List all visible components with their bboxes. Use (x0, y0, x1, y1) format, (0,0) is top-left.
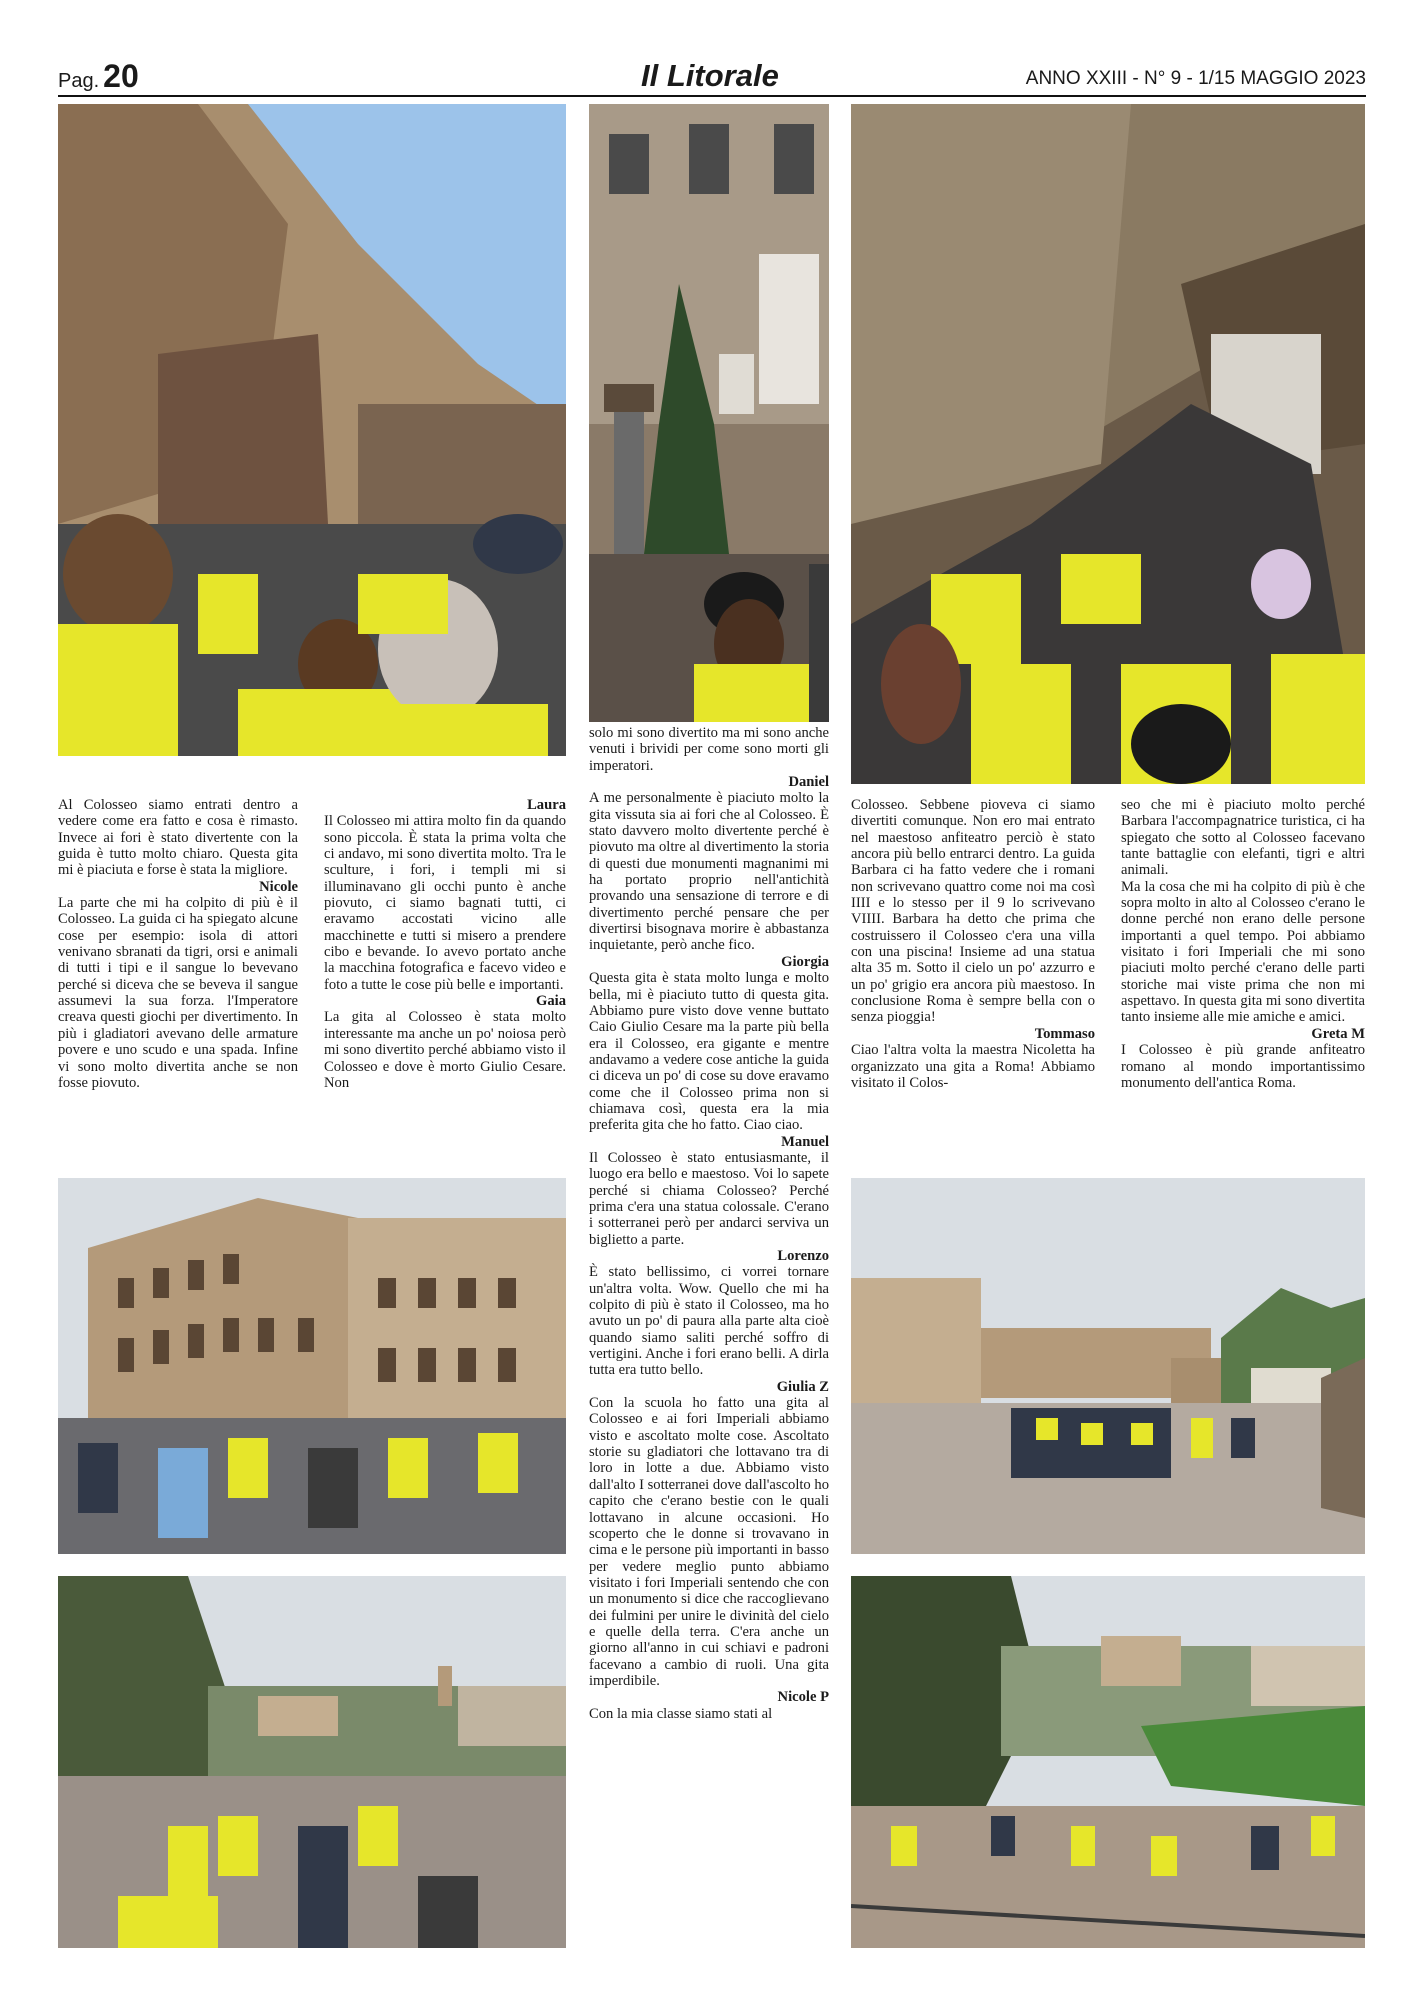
photo-forum-path (58, 1576, 566, 1948)
photo-caption (58, 755, 59, 756)
photo-colosseum-stairs (851, 104, 1365, 784)
author-signature: Tommaso (1034, 1025, 1095, 1042)
article-paragraph: Questa gita è stata molto lunga e molto bella, mi è piaciuto tutto di questa gita. Abbiamo pure visto dove venne buttato Caio Giulio Cesare ma la parte più bella era il Colosseo, era gigante e mentre andavamo a vedere cose antiche la guida ci diceva un po' di cose su dove eravamo come che il Colosseo prima non si chiamava così, questa era la mia preferita gita che ho fatto. Ciao ciao. (589, 970, 829, 1134)
page-label: Pag. (58, 70, 100, 92)
photo-palace-students (589, 104, 829, 722)
author-signature: Laura (527, 797, 566, 813)
page-number-block (58, 58, 139, 95)
article-paragraph: solo mi sono divertito ma mi sono anche venuti i brividi per come sono morti gli imperatori. (589, 725, 829, 774)
page-header (58, 58, 1366, 96)
issue-info: ANNO XXIII - N° 9 - 1/15 MAGGIO 2023 (1025, 68, 1366, 89)
photo-caption (58, 1947, 59, 1948)
page-number: 20 (103, 58, 139, 94)
photo-caption (589, 721, 590, 722)
article-paragraph: È stato bellissimo, ci vorrei tornare un'altra volta. Wow. Quello che mi ha colpito di più è stato il Colosseo, ma ho avuto un po' di paura alla parte alta cioè quando siamo saliti perché soffro di vertigini. Anche i fori erano belli. A dirla tutta era tutto bello. (589, 1264, 829, 1379)
author-signature: Manuel (781, 1133, 829, 1150)
author-signature: Nicole P (777, 1689, 829, 1706)
article-column-4 (851, 797, 1095, 1091)
article-column-5 (1121, 797, 1365, 1091)
photo-caption (851, 1553, 852, 1554)
article-column-1 (58, 797, 298, 1091)
article-paragraph: Al Colosseo siamo entrati dentro a vedere come era fatto e cosa è rimasto. Invece ai fori è stato divertente con la guida è tutto molto chiaro. Questa gita mi è piaciuta e forse è stata la migliore. (58, 797, 298, 879)
author-signature: Greta M (1311, 1025, 1365, 1042)
article-paragraph: Il Colosseo mi attira molto fin da quando sono piccola. È stata la prima volta che ci andavo, mi sono divertita molto. Tra le sculture, i fori, i templi mi si illuminavano gli occhi punto è anche piovuto, ci siamo bagnati tutti, ci eravamo accostati vicino alle macchinette e tutti si misero a prendere cibo e bevande. Io avevo portato anche la macchina fotografica e facevo video e foto a tutte le cose più belle e importanti. (324, 813, 566, 993)
article-paragraph: seo che mi è piaciuto molto perché Barbara l'accompagnatrice turistica, ci ha spiegato che sotto al Colosseo facevano tante battaglie con elefanti, tigri e altri animali. (1121, 797, 1365, 879)
author-signature: Giorgia (781, 953, 829, 970)
article-paragraph: Con la scuola ho fatto una gita al Colosseo e ai fori Imperiali abbiamo visto e ascoltato molte cose. Ascoltato storie su gladiatori che lottavano tra di loro in lotte a due. Abbiamo visto dall'alto I sotterranei dove dall'ascolto ho capito che c'erano bestie con le quali lottavano in alcune occasioni. Ho scoperto che le donne si trovavano in cima e le persone più importanti in basso per vedere meglio punto abbiamo visitato i fori Imperiali sentendo che con un monumento si dice che raccoglievano dei fulmini per unire le divinità del cielo e quelle della terra. C'era anche un giorno all'anno in cui schiavi e padroni facevano a cambio di ruoli. Una gita imperdibile. (589, 1395, 829, 1689)
article-column-2 (324, 797, 566, 1091)
header-rule (58, 95, 1366, 97)
article-paragraph: Colosseo. Sebbene pioveva ci siamo divertiti comunque. Non ero mai entrato nel maestoso anfiteatro perciò è stato ancora più bello entrarci dentro. La guida Barbara ci ha fatto vedere che i romani non scrivevano quattro come noi ma così IIII e lo stesso per il 9 lo scrivevano VIIII. Barbara ha detto che prima che costruissero il Colosseo c'era una villa con una piscina! Insieme ad una statua alta 35 m. Sotto il cielo un po' azzurro e un po' grigio era ancora più maestoso. In conclusione Roma è sempre bella con o senza pioggia! (851, 797, 1095, 1026)
author-signature: Gaia (536, 993, 566, 1010)
article-column-3 (589, 725, 829, 1722)
article-paragraph: La parte che mi ha colpito di più è il Colosseo. La guida ci ha spiegato alcune cose per esempio: isola di attori venivano sbranati da tigri, orsi e animali di tutti i tipi e il sangue lo bevevano perché si diceva che se beveva il sangue assumevi la sua forza. l'Imperatore creava questi giochi per divertimento. In più i gladiatori avevano delle armature povere e uno scudo e una spada. Infine vi sono molto divertita anche se non fosse piovuto. (58, 895, 298, 1091)
photo-caption (851, 1947, 852, 1948)
article-paragraph: Ma la cosa che mi ha colpito di più è che sopra molto in alto al Colosseo c'erano le donne perché non erano delle persone importanti a quel tempo. Poi abbiamo visitato i fori Imperiali che mi sono piaciuti molto perché c'erano delle parti storiche mai viste prima che non mi aspettavo. In questa gita mi sono divertita tanto insieme alle mie amiche e amici. (1121, 878, 1365, 1026)
photo-caption (851, 783, 852, 784)
photo-colosseum-rain (58, 1178, 566, 1554)
photo-ruins-students (58, 104, 566, 756)
article-paragraph: Il Colosseo è stato entusiasmante, il luogo era bello e maestoso. Voi lo sapete perché si chiama Colosseo? Perché prima c'era una statua colossale. C'erano i sotterranei però per andarci serviva un biglietto a parte. (589, 1149, 829, 1248)
article-paragraph: La gita al Colosseo è stata molto interessante ma anche un po' noiosa però mi sono divertito perché abbiamo visto il Colosseo e dove è morto Giulio Cesare. Non (324, 1009, 566, 1091)
author-signature: Lorenzo (777, 1248, 829, 1264)
article-paragraph: I Colosseo è più grande anfiteatro romano al mondo importantissimo monumento dell'antica Roma. (1121, 1042, 1365, 1091)
author-signature: Giulia Z (776, 1378, 829, 1395)
photo-forum-walk (851, 1576, 1365, 1948)
article-paragraph: A me personalmente è piaciuto molto la gita vissuta sia ai fori che al Colosseo. È stato davvero molto divertente perché è piovuto ma oltre al divertimento la storia di questi due monumenti magnanimi mi ha portato proprio nell'antichità provando una sensazione di terrore e di divertimento perché pensare che per divertirsi bisognava morire è abbastanza inquietante, però anche fico. (589, 790, 829, 954)
photo-caption (58, 1553, 59, 1554)
masthead: Il Litorale (641, 58, 779, 93)
author-signature: Nicole (259, 878, 298, 895)
article-paragraph: Ciao l'altra volta la maestra Nicoletta ha organizzato una gita a Roma! Abbiamo visitato il Colos- (851, 1042, 1095, 1091)
author-signature: Daniel (788, 774, 829, 791)
photo-colosseum-plaza (851, 1178, 1365, 1554)
article-paragraph: Con la mia classe siamo stati al (589, 1705, 773, 1722)
